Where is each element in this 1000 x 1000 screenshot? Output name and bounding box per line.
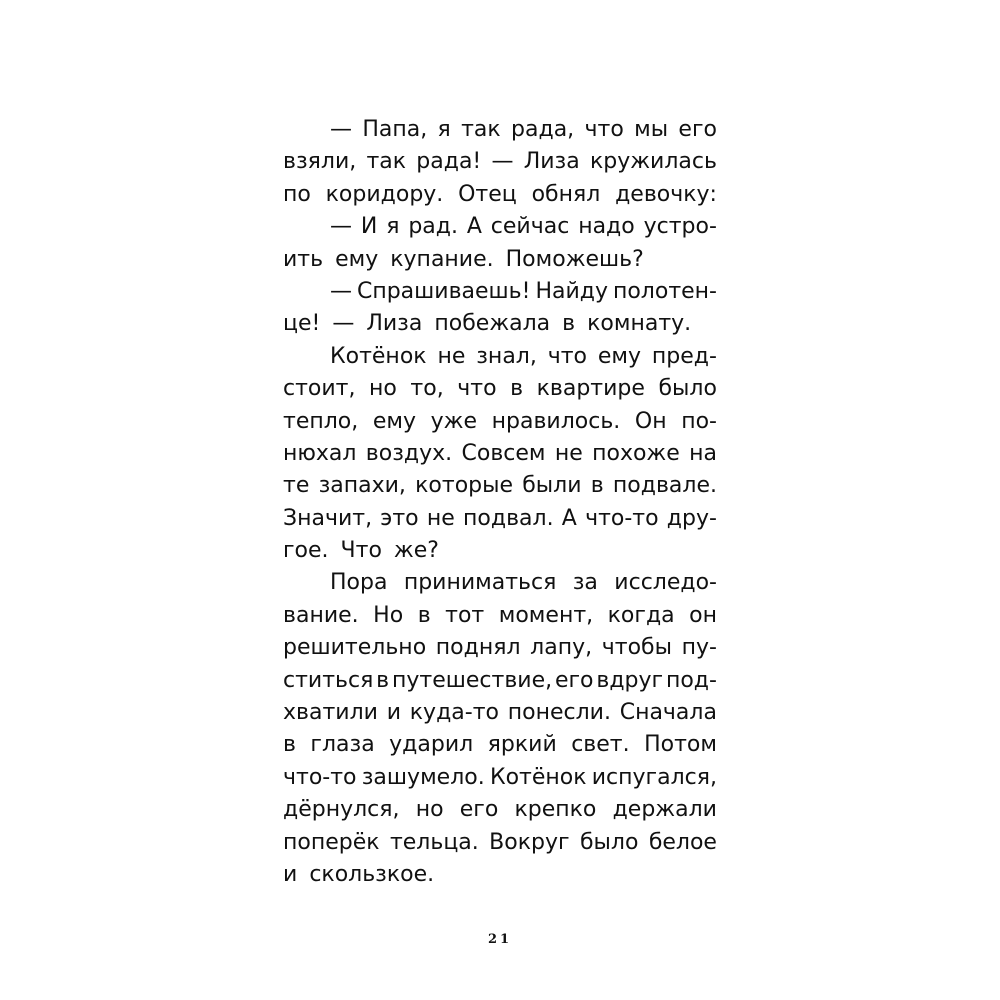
text-word: которые: [415, 473, 514, 499]
text-word: Котёнок: [330, 343, 427, 369]
text-word: приниматься: [403, 570, 557, 596]
text-word: —: [330, 117, 352, 142]
text-word: Совсем: [461, 440, 546, 466]
text-word: гое.: [283, 538, 329, 564]
text-word: Он: [634, 408, 667, 434]
text-word: рад.: [408, 214, 458, 240]
text-word: крепко: [514, 797, 597, 823]
text-word: подвале.: [612, 473, 717, 499]
text-word: испугался,: [591, 764, 717, 790]
text-word: Но: [373, 602, 404, 628]
text-line: [283, 308, 717, 340]
text-word: в: [376, 667, 390, 693]
text-word: зашумело.: [361, 764, 485, 790]
text-word: Значит,: [283, 505, 373, 531]
text-word: полотен-: [612, 278, 717, 304]
text-word: свет.: [571, 732, 630, 758]
text-word: квартире: [536, 376, 645, 402]
text-word: белое: [648, 829, 717, 855]
text-word: в: [590, 473, 604, 499]
text-line: [283, 697, 717, 729]
text-word: сейчас: [490, 214, 570, 240]
text-word: поднял: [435, 635, 521, 661]
text-line: [283, 146, 717, 178]
text-word: что-то: [585, 505, 659, 531]
text-word: яркий: [487, 732, 557, 758]
text-word: побежала: [434, 311, 551, 337]
text-word: рада!: [416, 149, 482, 175]
text-word: вдруг: [596, 667, 664, 693]
text-line: [283, 859, 717, 891]
text-word: его: [459, 797, 499, 823]
text-word: А: [466, 214, 482, 240]
text-word: —: [332, 311, 355, 337]
text-word: Пора: [330, 570, 388, 596]
text-line: [283, 600, 717, 632]
text-word: не: [437, 343, 466, 369]
text-word: его: [678, 117, 717, 142]
text-word: ить: [283, 246, 324, 272]
text-word: были: [522, 473, 582, 499]
text-word: то,: [410, 376, 444, 402]
text-word: за: [572, 570, 598, 596]
text-line: [283, 244, 717, 276]
text-line: [283, 114, 717, 146]
text-word: в: [283, 732, 296, 758]
text-word: ститься: [283, 667, 374, 693]
text-word: поперёк: [283, 829, 380, 855]
text-word: в: [562, 311, 576, 337]
text-word: что: [547, 343, 588, 369]
text-word: держали: [612, 797, 717, 823]
text-word: Что: [340, 538, 382, 564]
text-word: рада,: [511, 117, 575, 142]
text-word: хватили: [283, 700, 378, 726]
text-word: И: [360, 214, 378, 240]
text-word: воздух.: [365, 440, 453, 466]
text-word: так: [461, 117, 501, 142]
text-word: но: [415, 797, 444, 823]
text-word: нравилось.: [491, 408, 621, 434]
text-word: но: [369, 376, 397, 402]
text-line: [283, 503, 717, 535]
text-word: стоит,: [283, 376, 356, 402]
text-word: это: [380, 505, 419, 531]
text-word: и: [386, 700, 402, 726]
text-word: знал,: [476, 343, 537, 369]
text-word: Отец: [458, 181, 517, 207]
text-word: похоже: [592, 440, 680, 466]
text-word: было: [579, 829, 639, 855]
text-word: обнял: [531, 181, 601, 207]
page-number: 21: [487, 932, 513, 947]
text-word: что: [457, 376, 497, 402]
text-word: Котёнок: [489, 764, 587, 790]
text-word: Спрашиваешь!: [356, 278, 531, 304]
text-word: момент,: [498, 602, 594, 628]
text-word: надо: [578, 214, 635, 240]
text-word: Найду: [535, 278, 608, 304]
text-word: Вокруг: [489, 829, 570, 855]
text-word: —: [491, 149, 514, 175]
text-word: —: [330, 214, 352, 240]
text-word: купание.: [390, 246, 494, 272]
text-word: уже: [430, 408, 477, 434]
text-word: Сначала: [619, 700, 717, 726]
text-word: запахи,: [318, 473, 406, 499]
text-word: лапу,: [530, 635, 593, 661]
text-word: ударил: [389, 732, 474, 758]
text-word: подвал.: [463, 505, 554, 531]
text-word: це!: [283, 311, 321, 337]
text-line: [283, 373, 717, 405]
text-word: коридору.: [325, 181, 444, 207]
text-word: путешествие,: [391, 667, 553, 693]
text-word: глаза: [310, 732, 375, 758]
text-line: [283, 211, 717, 243]
text-word: куда-то: [409, 700, 499, 726]
text-word: и: [283, 861, 298, 887]
text-word: исследо-: [614, 570, 717, 596]
text-word: же?: [393, 538, 439, 564]
text-line: [283, 762, 717, 794]
text-word: не: [426, 505, 455, 531]
text-line: [283, 665, 717, 697]
text-word: тот: [445, 602, 485, 628]
text-word: Лиза: [523, 149, 580, 175]
text-word: тепло,: [283, 408, 359, 434]
text-line: [283, 632, 717, 664]
text-word: —: [330, 278, 352, 304]
text-word: Папа,: [362, 117, 428, 142]
text-word: устро-: [643, 214, 717, 240]
text-word: не: [554, 440, 583, 466]
text-word: его: [554, 667, 594, 693]
text-word: скользкое.: [309, 861, 435, 887]
text-line: [283, 729, 717, 761]
text-word: девочку:: [615, 181, 717, 207]
text-word: под-: [665, 667, 717, 693]
text-word: Лиза: [366, 311, 423, 337]
text-word: на: [689, 440, 717, 466]
text-word: когда: [607, 602, 675, 628]
text-word: ему: [597, 343, 642, 369]
text-word: дру-: [666, 505, 717, 531]
text-word: понесли.: [507, 700, 611, 726]
text-line: [283, 827, 717, 859]
text-word: тельца.: [389, 829, 479, 855]
text-word: кружилась: [589, 149, 717, 175]
text-word: Потом: [644, 732, 717, 758]
text-word: решительно: [283, 635, 427, 661]
text-word: А: [561, 505, 577, 531]
text-line: [283, 470, 717, 502]
text-line: [283, 438, 717, 470]
text-word: что: [584, 117, 624, 142]
text-word: ему: [335, 246, 379, 272]
text-word: что-то: [283, 764, 357, 790]
text-word: взяли,: [283, 149, 357, 175]
text-word: вание.: [283, 602, 359, 628]
text-word: по-: [681, 408, 717, 434]
text-line: [283, 794, 717, 826]
text-word: так: [366, 149, 407, 175]
text-word: в: [417, 602, 431, 628]
text-word: дёрнулся,: [283, 797, 400, 823]
page-body-text: [283, 114, 717, 891]
text-word: было: [658, 376, 717, 402]
text-word: Поможешь?: [505, 246, 644, 272]
text-word: пу-: [681, 635, 717, 661]
text-line: [283, 179, 717, 211]
text-line: [283, 276, 717, 308]
text-word: чтобы: [601, 635, 672, 661]
text-line: [283, 406, 717, 438]
text-word: в: [510, 376, 524, 402]
text-word: он: [689, 602, 717, 628]
text-word: те: [283, 473, 310, 499]
text-line: [283, 535, 717, 567]
text-word: по: [283, 181, 311, 207]
text-line: [283, 567, 717, 599]
text-word: пред-: [651, 343, 717, 369]
text-word: ему: [372, 408, 417, 434]
text-word: я: [437, 117, 451, 142]
text-word: мы: [634, 117, 669, 142]
text-word: нюхал: [283, 440, 357, 466]
text-word: комнату.: [587, 311, 692, 337]
text-line: [283, 341, 717, 373]
text-word: я: [386, 214, 400, 240]
